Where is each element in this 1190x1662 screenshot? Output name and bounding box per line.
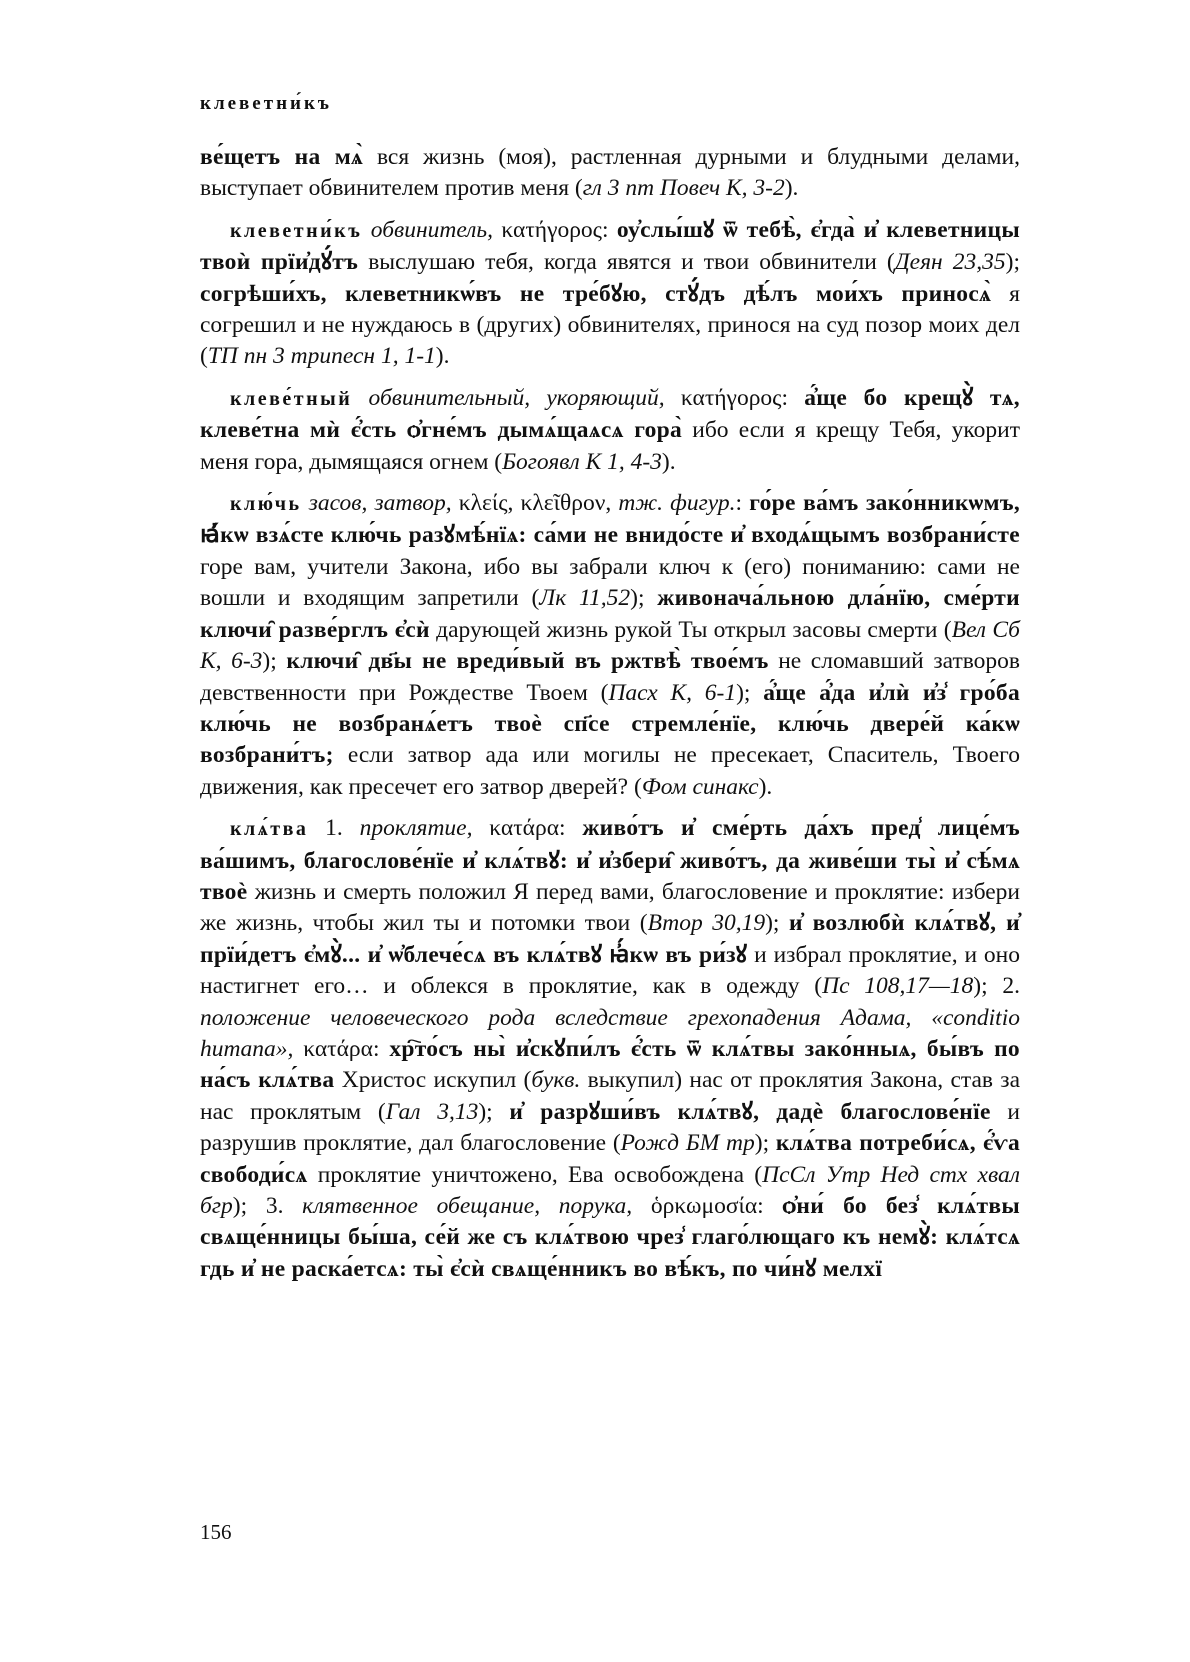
italic-text: Рожд БМ тр [620,1130,755,1157]
body-text: ); [1005,249,1020,276]
italic-text: Пс 108,17—18 [822,973,974,1000]
church-slavonic-quote: живонача́льною дла́нїю, сме́рти ключи̑ разве́рглъ є҆сѝ [200,585,1020,643]
body-text: ); [754,1130,776,1157]
church-slavonic-quote: ключи̑ дв҃ы не вреди́вый въ ржтвѣ̀ твое́мъ [286,648,769,675]
italic-text: букв. [531,1067,581,1094]
body-text: ). [435,343,450,370]
body-text [302,490,309,516]
body-text [362,217,370,243]
body-text: и разрушив проклятие, дал благословение ( [200,1098,1021,1157]
church-slavonic-quote: ве́щетъ на мѧ̀ [200,144,364,170]
body-text: ὁρκωμοσία: [632,1193,783,1219]
body-text: κλείς, κλεῖθρον, [451,490,619,517]
body-text: ); [478,1098,510,1125]
italic-text: засов, затвор, [308,490,452,517]
body-text: ); [736,679,764,706]
body-text: выкупил) нас от проклятия Закона, став за нас проклятым ( [200,1067,1021,1125]
church-slavonic-quote: а҆́ще бо крещꙋ̀ тѧ, клеве́тна мѝ є҆́сть ѻ҆гне́мъ дымѧ́щаѧсѧ гора̀ [200,384,1020,444]
italic-text: клятвенное обещание, порука, [302,1193,633,1219]
body-text: ибо если я крещу Тебя, укорит меня гора, дымящаяся огнем ( [200,417,1020,475]
italic-text: положение человеческого рода вследствие грехопадения Адама, «conditio humana», [200,1004,1020,1062]
church-slavonic-quote: и҆ разрꙋши́въ клѧ́твꙋ, дадѐ благослове́нїе [509,1098,991,1125]
italic-text: ТП пн 3 трипесн 1, 1-1 [207,343,436,370]
church-slavonic-quote: и҆ возлюбѝ клѧ́твꙋ, и҆ прїи́детъ є҆мꙋ̀... и҆ ѡ҆блече́сѧ въ клѧ́твꙋ ꙗ҆́кѡ въ ри́зꙋ [200,910,1020,968]
church-slavonic-quote: а҆́ще а҆́да и҆лѝ и҆з̾ гро́ба клю́чь не возбранѧ́етъ твоѐ сп҃се стремле́нїе, клю́чь двере́й ка́кѡ возбрани́тъ; [200,679,1020,769]
body-text: ); [630,585,658,612]
body-text: κατήγορος: [493,216,617,243]
headword: клю́чь [230,493,302,516]
body-text: ). [661,448,676,475]
headword: клеве́тный [230,387,353,410]
italic-text: Фом синакс [641,773,759,800]
body-text: ); [262,648,287,675]
italic-text: Лк 11,52 [539,585,631,612]
body-text: не сломавший затворов девственности при Рождестве Твоем ( [200,648,1020,706]
italic-text: ПсСл Утр Нед стх хвал бгр [200,1161,1020,1219]
italic-text: Пасх К, 6-1 [608,679,737,706]
body-text: Христос искупил ( [334,1067,532,1094]
entry-paragraph [200,488,1020,803]
body-text: κατήγορος: [664,384,805,411]
body-text: 1. [308,815,360,842]
italic-text: Деян 23,35 [894,249,1006,276]
italic-text: Втор 30,19 [647,910,766,937]
italic-text: Богоявл К 1, 4-3 [502,448,662,475]
body-text: : [735,490,750,517]
body-text: жизнь и смерть положил Я перед вами, благословение и проклятие: избери же жизнь, чтобы жил ты и потомки твои ( [200,878,1020,937]
italic-text: гл 3 пт Повеч К, 3-2 [582,175,785,202]
church-slavonic-quote: оу҆слы́шꙋ ѿ тебѣ̀, є҆гда̀ и҆ клеветницы твоѝ прїи҆дꙋ́тъ [200,216,1020,276]
body-text: горе вам, учители Закона, ибо вы забрали ключ к (его) пониманию: сами не вошли и входящим запретили ( [200,553,1020,612]
italic-text: Вел Сб К, 6-3 [200,616,1020,675]
body-text: ). [758,773,773,800]
body-text [352,385,368,411]
body-text: выслушаю тебя, когда явятся и твои обвинители ( [358,249,895,276]
headword: клеветни́къ [230,219,363,242]
body-text: и избрал проклятие, и оно настигнет его… и облекся в проклятие, как в одежду ( [200,941,1021,1000]
headword: клѧ́тва [230,818,309,841]
body-text: вся жизнь (моя), растленная дурными и блудными делами, выступает обвинителем против меня ( [200,144,1020,202]
church-slavonic-quote: согрѣши́хъ, клеветникѡ́въ не тре́бꙋю, стꙋ́дъ дѣ́лъ мои́хъ приносѧ̀ [200,280,992,307]
body-text: ); 3. [232,1193,303,1219]
body-text: я согрешил и не нуждаюсь в (других) обвинителях, принося на суд позор моих дел ( [200,280,1020,370]
italic-text: обвинитель, [370,216,494,243]
body-text: ). [784,175,799,202]
dictionary-entries [200,142,1020,1295]
church-slavonic-quote: живо́тъ и҆ сме́рть да́хъ пред̾ лице́мъ ва́шимъ, благослове́нїе и҆ клѧ́твꙋ: и҆ и҆збери̑ живо́тъ, да живе́ши ты̀ и҆ сѣ́мѧ твоѐ [200,815,1021,905]
running-head: клеветни́къ [200,93,332,114]
church-slavonic-quote: хр҇то́съ ны̀ и҆скꙋпи́лъ є҆́сть ѿ клѧ́твы зако́нныѧ, бы́въ по на́съ клѧ́тва [200,1035,1020,1094]
body-text: ); 2. [973,973,1020,1000]
body-text: ); [765,910,789,937]
body-text: κατάρα: [472,815,583,842]
page-number: 156 [200,1520,232,1544]
italic-text: обвинительный, укоряющий, [368,384,665,411]
body-text: κατάρα: [293,1035,390,1062]
entry-paragraph [200,142,1020,205]
entry-paragraph [200,383,1020,478]
body-text: дарующей жизнь рукой Ты открыл засовы смерти ( [429,616,952,643]
italic-text: проклятие, [359,815,473,842]
italic-text: тж. фигур. [618,490,736,517]
body-text: проклятие уничтожено, Ева освобождена ( [307,1161,763,1188]
body-text: если затвор ада или могилы не пресекает, Спаситель, Твоего движения, как пресечет его затвор дверей? ( [200,742,1020,800]
entry-paragraph [200,215,1020,373]
entry-paragraph [200,813,1020,1285]
italic-text: Гал 3,13 [385,1098,479,1125]
church-slavonic-quote: го́ре ва́мъ зако́нникѡмъ, ꙗ҆́кѡ взѧ́сте клю́чь разꙋмѣ́нїѧ: са́ми не внидо́сте и҆ входѧ́щымъ возбрани́сте [200,490,1020,549]
church-slavonic-quote: клѧ́тва потреби́сѧ, є҆́ѵа свободи́сѧ [200,1130,1021,1188]
church-slavonic-quote: ѻ҆ни́ бо без̾ клѧ́твы свѧще́нницы бы́ша, се́й же съ клѧ́твою чрез̾ глаго́лющаго къ немꙋ̀: клѧ́тсѧ гдь и҆ не раска́етсѧ: ты̀ є҆сѝ свѧще́нникъ во вѣ́къ, по чи́нꙋ мелхї [200,1193,1020,1282]
